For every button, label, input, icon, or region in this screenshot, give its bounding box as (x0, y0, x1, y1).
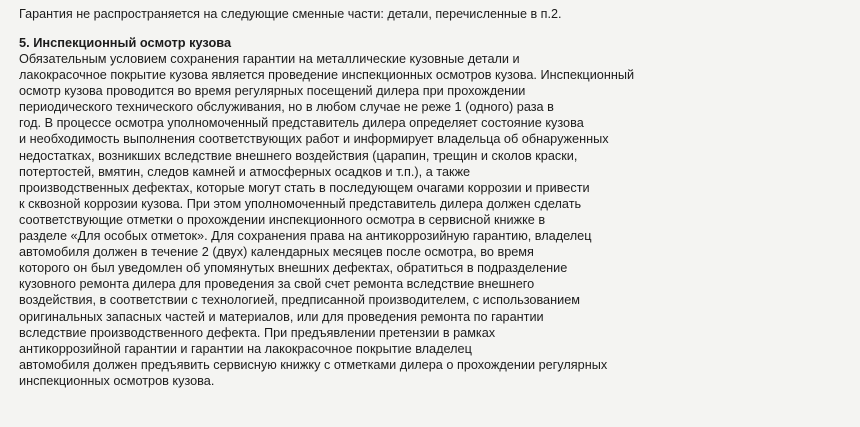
body-line: автомобиля должен предъявить сервисную книжку с отметками дилера о прохождении регулярных (19, 357, 608, 372)
body-line: потертостей, вмятин, следов камней и атмосферных осадков и т.п.), а также (19, 164, 471, 179)
body-line: производственных дефектах, которые могут стать в последующем очагами коррозии и привести (19, 180, 590, 195)
body-line: год. В процессе осмотра уполномоченный представитель дилера определяет состояние кузова (19, 116, 584, 131)
body-line: периодического технического обслуживания, но в любом случае не реже 1 (одного) раза в (19, 100, 554, 115)
body-line: соответствующие отметки о прохождении инспекционного осмотра в сервисной книжке в (19, 212, 546, 227)
body-line: которого он был уведомлен об упомянутых внешних дефектах, обратиться в подразделение (19, 261, 568, 276)
body-line: воздействия, в соответствии с технологией, предписанной производителем, с использованием (19, 293, 580, 308)
intro-line: Гарантия не распространяется на следующие сменные части: детали, перечисленные в п.2. (19, 7, 562, 21)
body-line: осмотр кузова проводится во время регулярных посещений дилера при прохождении (19, 84, 526, 99)
body-line: антикоррозийной гарантии и гарантии на лакокрасочное покрытие владелец (19, 341, 472, 356)
body-line: кузовного ремонта дилера для проведения за свой счет ремонта вследствие внешнего (19, 277, 535, 292)
body-line: Обязательным условием сохранения гарантии на металлические кузовные детали и (19, 52, 520, 66)
body-line: вследствие производственного дефекта. При предъявлении претензии в рамках (19, 325, 496, 340)
body-line: и необходимость выполнения соответствующих работ и информирует владельца об обнаруженных (19, 132, 609, 147)
body-line: оригинальных запасных частей и материалов, или для проведения ремонта по гарантии (19, 309, 544, 324)
body-line: инспекционных осмотров кузова. (19, 373, 215, 388)
body-line: автомобиля должен в течение 2 (двух) календарных месяцев после осмотра, во время (19, 245, 534, 260)
body-line: разделе «Для особых отметок». Для сохранения права на антикоррозийную гарантию, владелец (19, 229, 592, 244)
body-line: недостатках, возникших вследствие внешнего воздействия (царапин, трещин и сколов краски, (19, 148, 578, 163)
body-line: к сквозной коррозии кузова. При этом уполномоченный представитель дилера должен сделать (19, 196, 582, 211)
section-body (19, 51, 832, 389)
body-line: лакокрасочное покрытие кузова является проведение инспекционных осмотров кузова. Инспекционный (19, 68, 635, 83)
section-title: 5. Инспекционный осмотр кузова (19, 35, 232, 50)
